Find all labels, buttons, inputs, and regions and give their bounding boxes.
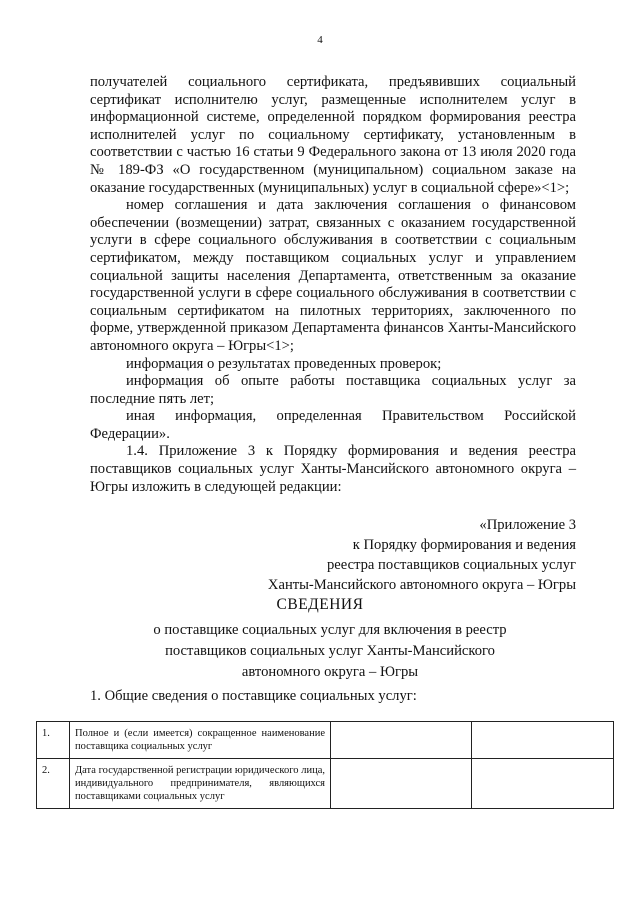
paragraph: получателей социального сертификата, предъявивших социальный сертификат исполнителю услуг, размещенные исполнителем услуг в информационной системе, определенной порядком формирования реестра исполнителей услуг по социальному сертификату, установленным в соответствии с частью 16 статьи 9 Федерального закона от 13 июля 2020 года № 189-ФЗ «О государственном (муниципальном) социальном заказе на оказание государственных (муниципальных) услуг в социальной сфере»<1>;	[90, 74, 576, 196]
paragraph: 1.4. Приложение 3 к Порядку формирования и ведения реестра поставщиков социальных услуг Ханты-Мансийского автономного округа – Югры изложить в следующей редакции:	[90, 443, 576, 495]
appendix-line: «Приложение 3	[479, 517, 576, 533]
row-label: Полное и (если имеется) сокращенное наименование поставщика социальных услуг	[70, 722, 331, 759]
paragraph: иная информация, определенная Правительством Российской Федерации».	[90, 408, 576, 442]
row-label: Дата государственной регистрации юридического лица, индивидуального предпринимателя, являющихся поставщиками социальных услуг	[70, 759, 331, 809]
row-value-cell	[331, 722, 472, 759]
table-row	[37, 722, 614, 759]
row-value-cell	[331, 759, 472, 809]
table-row	[37, 759, 614, 809]
row-number: 1.	[37, 722, 70, 759]
document-body	[90, 74, 576, 496]
appendix-reference	[268, 515, 576, 595]
row-value-cell	[472, 722, 614, 759]
paragraph: информация об опыте работы поставщика социальных услуг за последние пять лет;	[90, 373, 576, 407]
appendix-line: Ханты-Мансийского автономного округа – Югры	[267, 577, 576, 593]
section-heading: 1. Общие сведения о поставщике социальных услуг:	[90, 688, 417, 704]
appendix-line: реестра поставщиков социальных услуг	[326, 557, 576, 573]
row-value-cell	[472, 759, 614, 809]
form-subtitle: о поставщике социальных услуг для включения в реестр поставщиков социальных услуг Ханты-Мансийского автономного округа – Югры	[153, 622, 507, 680]
appendix-line: к Порядку формирования и ведения	[352, 537, 576, 553]
paragraph: номер соглашения и дата заключения соглашения о финансовом обеспечении (возмещении) затрат, связанных с оказанием государственной услуги в сфере социального обслуживания в соответствии с социальным сертификатом, между поставщиком социальных услуг и управлением социальной защиты населения Департамента, ответственным за оказание государственной услуги в сфере социального обслуживания в соответствии с социальным сертификатом на пилотных территориях, заключенного по форме, утвержденной приказом Департамента финансов Ханты-Мансийского автономного округа – Югры<1>;	[90, 197, 576, 354]
row-number: 2.	[37, 759, 70, 809]
form-title: СВЕДЕНИЯ	[276, 596, 364, 613]
info-table	[36, 721, 614, 809]
page-number: 4	[317, 34, 323, 46]
paragraph: информация о результатах проведенных проверок;	[126, 355, 442, 372]
